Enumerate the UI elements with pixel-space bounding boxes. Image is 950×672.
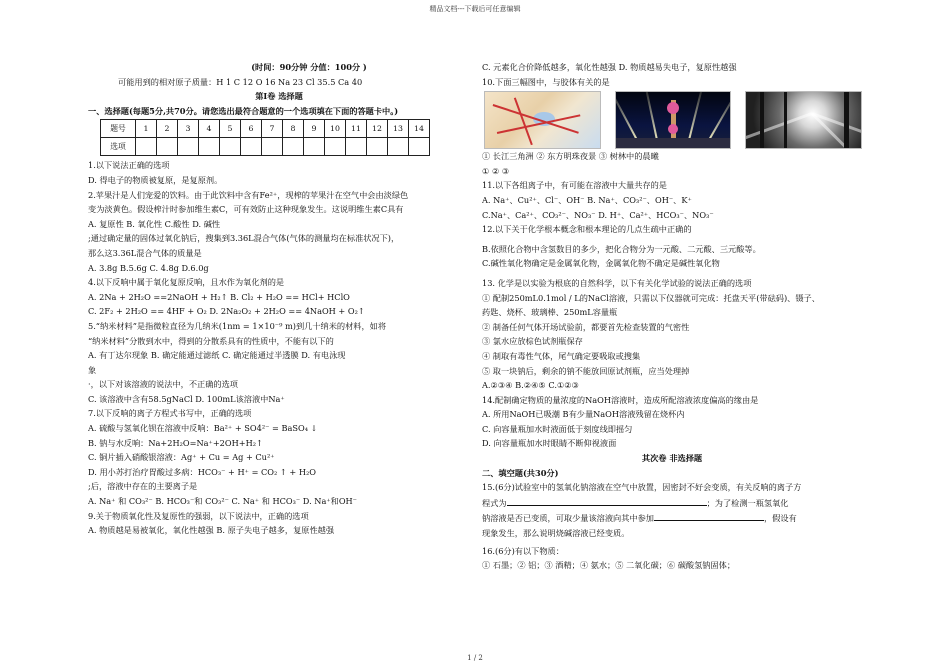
light-beam [643, 91, 657, 140]
exam-info: (时间：90分钟 分值：100分 ) [251, 62, 367, 72]
question-15-line: 现象发生，那么说明烧碱溶液已经变质。 [482, 528, 630, 539]
question-line: A. 2Na + 2H₂O ==2NaOH + H₂↑ B. Cl₂ + H₂O == HCl+ HClO [88, 291, 350, 302]
question-line: 那么这3.36L混合气体的质量是 [88, 247, 202, 258]
light-beam [688, 91, 704, 140]
question-line: 象 [88, 364, 97, 375]
tree-trunk [844, 92, 849, 148]
question-line: 11.以下各组离子中，有可能在溶液中大量共存的是 [482, 180, 667, 191]
question-10: 10.下面三幅图中，与胶体有关的是 [482, 76, 610, 87]
table-cell: 3 [178, 120, 199, 138]
oriental-pearl-night-image [615, 91, 732, 149]
answer-cell[interactable] [283, 138, 304, 156]
table-cell: 6 [241, 120, 262, 138]
section1-title: 第Ⅰ卷 选择题 [255, 91, 303, 102]
q15-text: ；为了检测一瓶氢氧化 [706, 497, 789, 508]
table-cell: 4 [199, 120, 220, 138]
image-options: ① ② ③ [482, 165, 510, 176]
row-head-number: 题号 [101, 120, 136, 138]
question-line: A.②③④ B.②④⑤ C.①②③ [482, 380, 579, 391]
answer-blank-equation[interactable] [507, 495, 707, 506]
colloid-images [484, 91, 862, 147]
question-line: “纳米材料”分散到水中，得到的分散系具有的性质中，不能有以下的 [88, 335, 334, 346]
question-line: ③ 氯水应放棕色试剂瓶保存 [482, 336, 583, 347]
question-line: ⑤ 取一块钠后，剩余的钠不能放回原试剂瓶，应当处理掉 [482, 365, 690, 376]
question-line: B.依照化合物中含氢数目的多少，把化合物分为一元酸、二元酸、三元酸等。 [482, 243, 761, 254]
question-line: ② 制备任何气体开场试验前，都要首先检查装置的气密性 [482, 321, 690, 332]
answer-cell[interactable] [346, 138, 367, 156]
page-number: 1 / 2 [467, 654, 483, 662]
question-line: D. 用小苏打治疗胃酸过多病：HCO₃⁻ + H⁺ = CO₂ ↑ + H₂O [88, 466, 316, 477]
table-cell: 1 [136, 120, 157, 138]
question-line: 13. 化学是以实验为根底的自然科学，以下有关化学试验的说法正确的选项 [482, 277, 752, 288]
answer-cell[interactable] [262, 138, 283, 156]
sun-ray [745, 112, 813, 142]
tree-trunk [760, 92, 764, 148]
question-line: ① 配制250mL0.1mol / L的NaCl溶液，只需以下仪器就可完成：托盘天平(带砝码)、镊子、 [482, 292, 820, 303]
forest-sunrays-image [745, 91, 862, 149]
table-cell: 14 [409, 120, 430, 138]
question-line: C.碱性氧化物确定是金属氧化物，金属氧化物不确定是碱性氧化物 [482, 258, 720, 269]
question-line: B. 钠与水反响：Na+2H₂O=Na⁺+2OH+H₂↑ [88, 437, 263, 448]
answer-cell[interactable] [241, 138, 262, 156]
answer-cell[interactable] [388, 138, 409, 156]
answer-cell[interactable] [178, 138, 199, 156]
right-column [482, 60, 862, 573]
question-line: A. 硫酸与氢氧化钡在溶液中反响：Ba²⁺ + SO4²⁻ = BaSO₄ ↓ [88, 423, 318, 434]
question-line: A. 所用NaOH已吸潮 B有少量NaOH溶液残留在烧杯内 [482, 409, 685, 420]
question-line: ·，以下对该溶液的说法中，不正确的选项 [88, 379, 238, 390]
atomic-masses: 可能用到的相对原子质量：H 1 C 12 O 16 Na 23 Cl 35.5 Ca 40 [118, 76, 363, 87]
sun-ray [811, 113, 862, 150]
answer-card-table [100, 119, 430, 156]
answer-cell[interactable] [325, 138, 346, 156]
image-labels: ① 长江三角洲 ② 东方明珠夜景 ③ 树林中的晨曦 [482, 151, 659, 162]
question-line: A. Na⁺、Cu²⁺、Cl⁻、OH⁻ B. Na⁺、CO₃²⁻、OH⁻、K⁺ [482, 194, 692, 205]
question-line: C. 向容量瓶加水时液面低于刻度线即摇匀 [482, 423, 633, 434]
question-15-line [482, 495, 862, 511]
question-line: C. 该溶液中含有58.5gNaCl D. 100mL该溶液中Na⁺ [88, 393, 285, 404]
question-line: A. 物质越是易被氧化，氧化性越强 B. 原子失电子越多，复原性越强 [88, 525, 335, 536]
tower-sphere [668, 124, 678, 134]
table-cell: 2 [157, 120, 178, 138]
question-line: 9.关于物质氧化性及复原性的强弱，以下说法中，正确的选项 [88, 510, 309, 521]
row-head-option: 选项 [101, 138, 136, 156]
table-cell: 8 [283, 120, 304, 138]
table-cell: 11 [346, 120, 367, 138]
table-cell: 10 [325, 120, 346, 138]
table-cell: 7 [262, 120, 283, 138]
tower-sphere [667, 102, 679, 114]
mc-intro: 一、选择题(每题5分,共70分。请您选出最符合题意的一个选项填在下面的答题卡中。) [88, 105, 399, 116]
answer-cell[interactable] [136, 138, 157, 156]
q15-text: ，假设有 [763, 513, 797, 524]
answer-cell[interactable] [220, 138, 241, 156]
answer-cell[interactable] [409, 138, 430, 156]
table-cell: 9 [304, 120, 325, 138]
table-cell: 12 [367, 120, 388, 138]
question-line: A. 有丁达尔现象 B. 确定能通过滤纸 C. 确定能通过半透膜 D. 有电泳现 [88, 350, 346, 361]
section2-title: 其次卷 非选择题 [641, 453, 703, 464]
q15-text: 程式为 [482, 497, 507, 508]
question-line: ④ 制取有毒性气体，尾气确定要吸取或搜集 [482, 350, 641, 361]
question-16-line: 16.(6分)有以下物质： [482, 545, 564, 556]
question-line: A. 复原性 B. 氧化性 C.酸性 D. 碱性 [88, 218, 221, 229]
light-beam [708, 91, 732, 141]
question-line: 5.“纳米材料”是指微粒直径为几纳米(1nm = 1×10⁻⁹ m)到几十纳米的材料，如将 [88, 320, 387, 331]
answer-option-row [101, 138, 430, 156]
left-column [88, 60, 470, 538]
answer-cell[interactable] [367, 138, 388, 156]
question-line: 变为淡黄色。假设榨汁时参加维生素C，可有效防止这种现象发生。这说明维生素C具有 [88, 204, 404, 215]
question-line: 药匙、烧杯、玻璃棒、250mL容量瓶 [482, 307, 618, 318]
question-line: D. 得电子的物质被复原，是复原剂。 [88, 174, 223, 185]
question-line: ;后，溶液中存在的主要离子是 [88, 481, 198, 492]
map-road [514, 98, 533, 145]
question-line: C. 铜片插入硝酸银溶液：Ag⁺ + Cu = Ag + Cu²⁺ [88, 452, 275, 463]
question-line: ;通过确定量的固体过氧化钠后，搜集到3.36L混合气体(气体的测量均在标准状况下)， [88, 233, 400, 244]
table-cell: 13 [388, 120, 409, 138]
answer-blank-reagent[interactable] [654, 510, 764, 521]
question-line: C. 2F₂ + 2H₂O == 4HF + O₂ D. 2Na₂O₂ + 2H₂O == 4NaOH + O₂↑ [88, 306, 365, 317]
yangtze-delta-map-image [484, 91, 601, 149]
answer-cell[interactable] [157, 138, 178, 156]
question-line: 2.苹果汁是人们宠爱的饮料。由于此饮料中含有Fe²⁺，现榨的苹果汁在空气中会由淡绿色 [88, 189, 409, 200]
answer-number-row [101, 120, 430, 138]
question-line: A. 3.8g B.5.6g C. 4.8g D.6.0g [88, 262, 209, 273]
question-line: D. 向容量瓶加水时眼睛不断仰视液面 [482, 438, 617, 449]
question-line: 1.以下说法正确的选项 [88, 160, 170, 171]
q15-text: 钠溶液是否已变质，可取少量该溶液向其中参加 [482, 513, 654, 524]
question-15-line [482, 510, 862, 526]
question-line: 12.以下关于化学根本概念和根本理论的几点生疏中正确的 [482, 224, 692, 235]
question-line: 4.以下反响中属于氧化复原反响，且水作为氧化剂的是 [88, 277, 285, 288]
table-cell: 5 [220, 120, 241, 138]
question-15-line: 15.(6分)试验室中的氢氧化钠溶液在空气中放置，因密封不好会变质，有关反响的离子方 [482, 482, 802, 493]
page-header: 精品文档---下载后可任意编辑 [429, 5, 521, 13]
question-line: A. Na⁺ 和 CO₃²⁻ B. HCO₃⁻和 CO₃²⁻ C. Na⁺ 和 HCO₃⁻ D. Na⁺和OH⁻ [88, 496, 358, 507]
city-shore [616, 138, 732, 148]
question-line: 7.以下反响的离子方程式书写中，正确的选项 [88, 408, 252, 419]
answer-cell[interactable] [199, 138, 220, 156]
tree-trunk [784, 92, 787, 148]
light-beam [615, 91, 638, 140]
question-16-line: ① 石墨；② 铝；③ 酒精；④ 氨水；⑤ 二氧化碳；⑥ 碳酸氢钠固体； [482, 560, 736, 571]
question-line: 14.配制确定物质的量浓度的NaOH溶液时，造成所配溶液浓度偏高的缘由是 [482, 394, 759, 405]
question-line: C. 元素化合价降低越多，氧化性越强 D. 物质越易失电子，复原性越强 [482, 62, 737, 72]
question-line: C.Na⁺、Ca²⁺、CO₃²⁻、NO₃⁻ D. H⁺、Ca²⁺、HCO₃⁻、NO₃⁻ [482, 209, 714, 220]
answer-cell[interactable] [304, 138, 325, 156]
fill-section-title: 二、填空题(共30分) [482, 467, 559, 478]
